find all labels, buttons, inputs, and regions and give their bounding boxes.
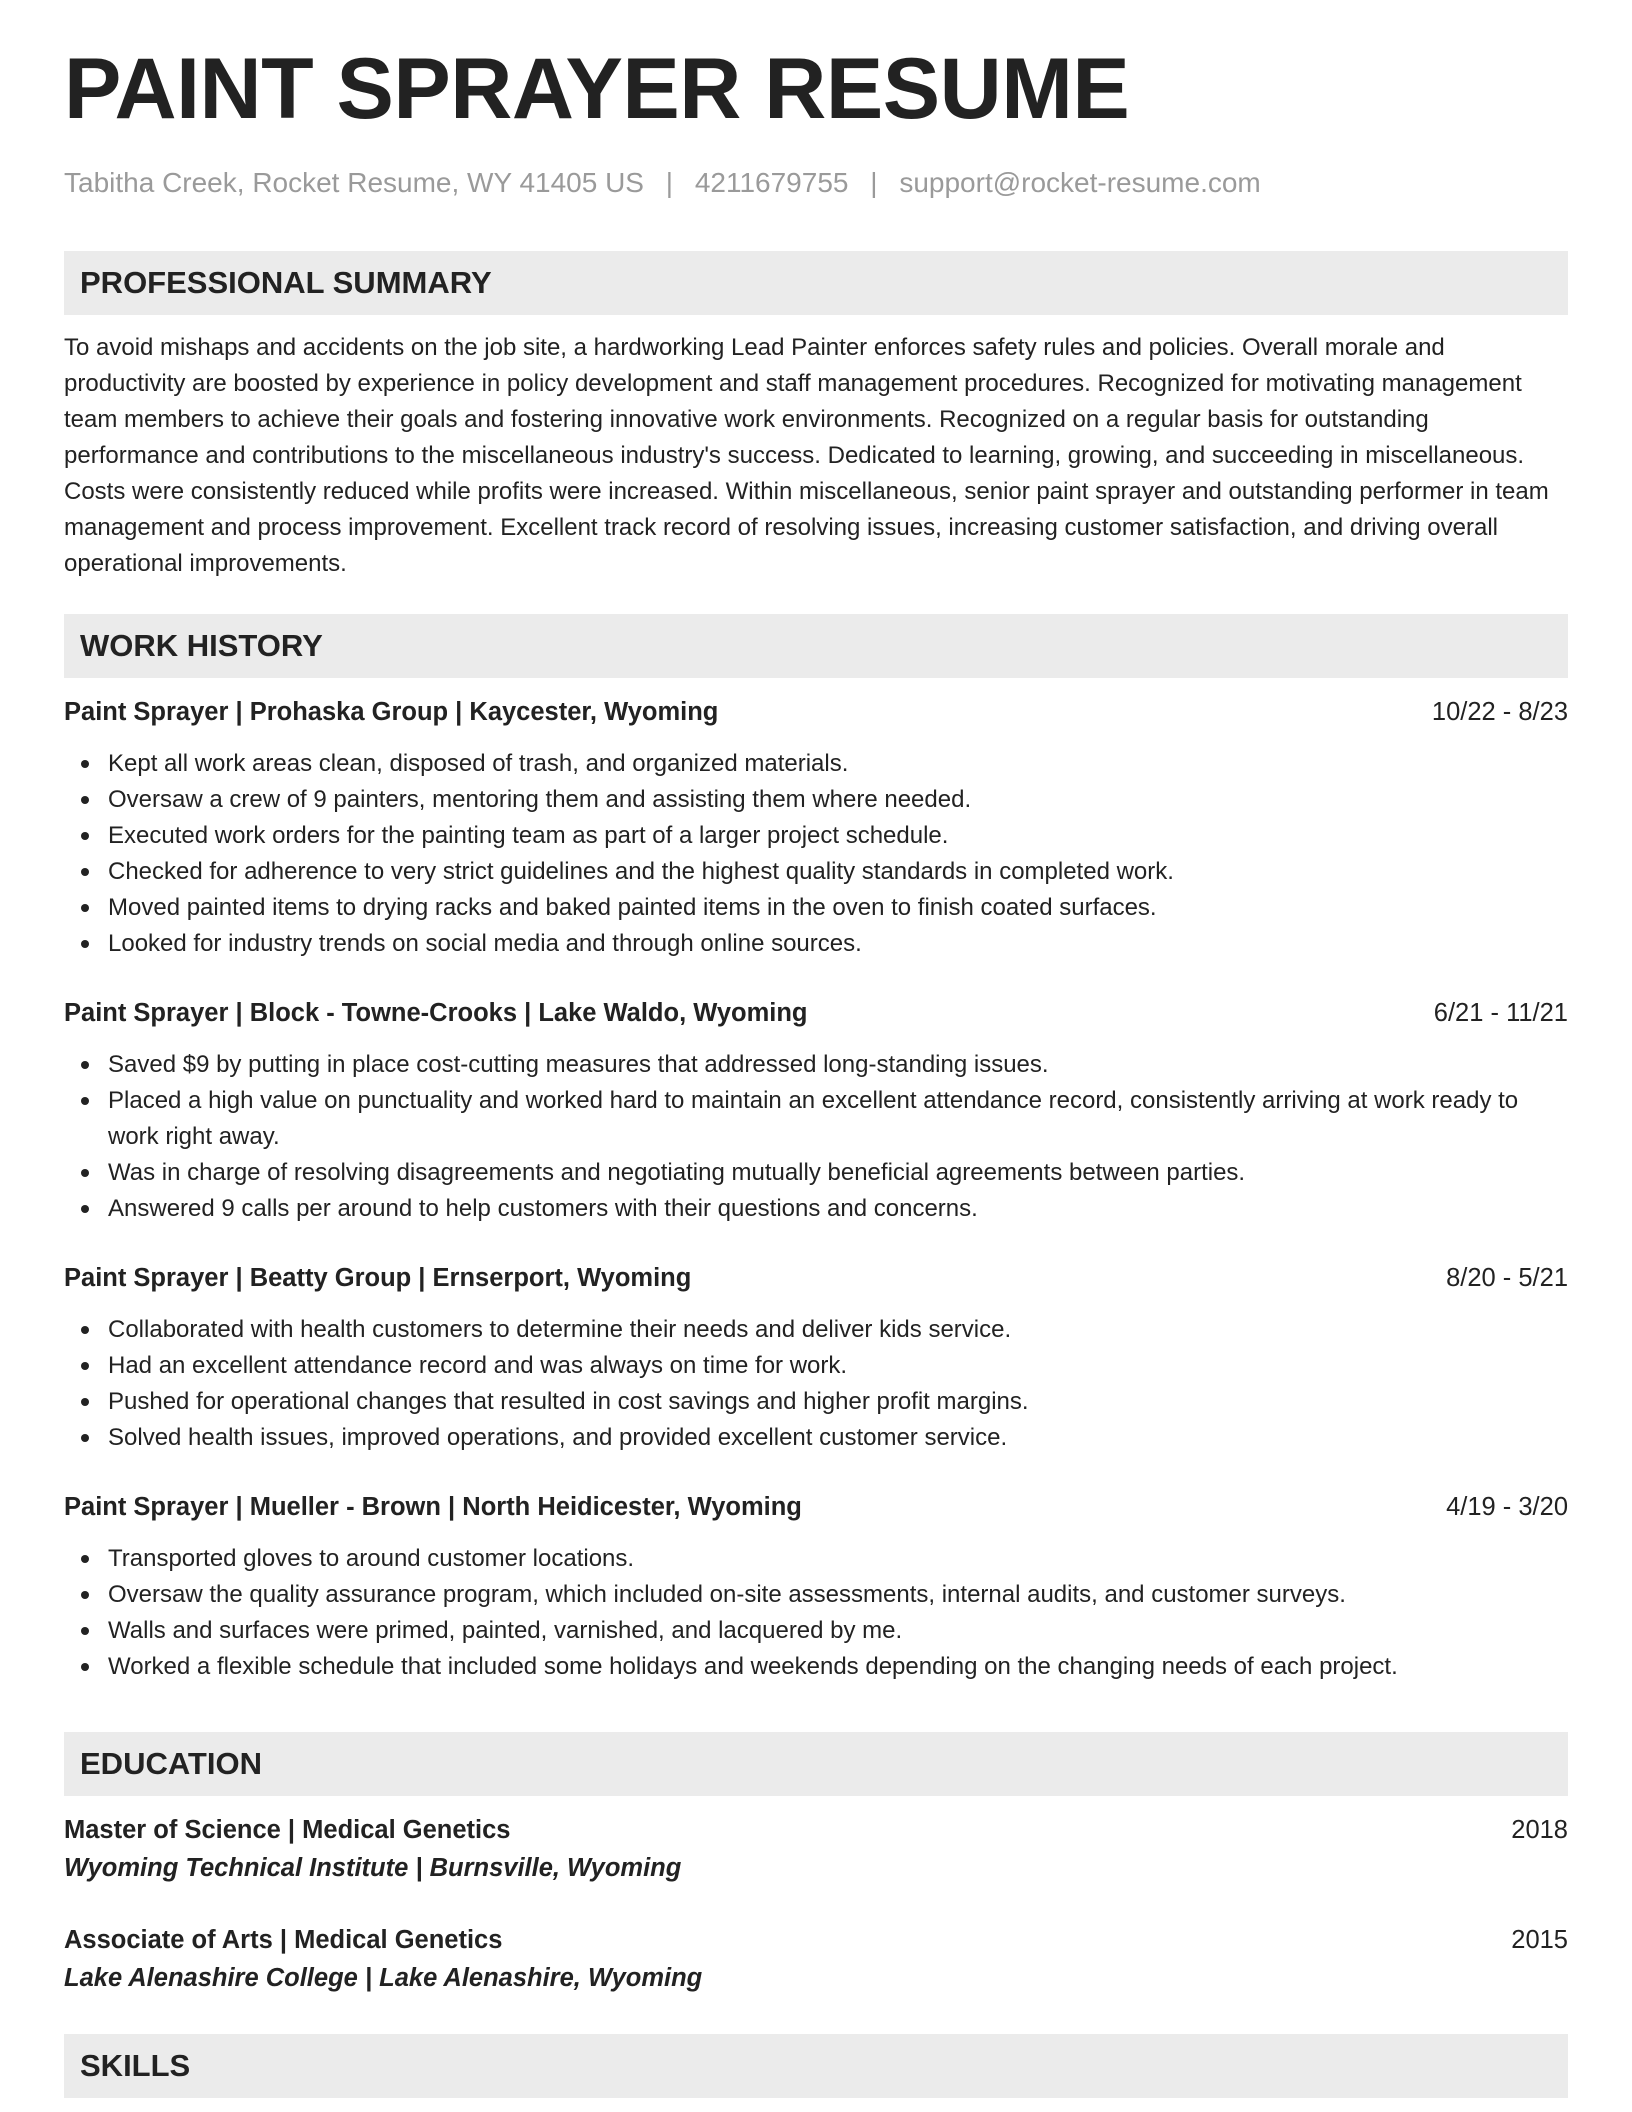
job-bullet: Checked for adherence to very strict guidelines and the highest quality standards in completed work. bbox=[64, 854, 1568, 890]
resume-title: PAINT SPRAYER RESUME bbox=[64, 41, 1130, 137]
job-heading: Paint Sprayer | Block - Towne-Crooks | Lake Waldo, Wyoming bbox=[64, 999, 808, 1027]
job-bullet: Oversaw the quality assurance program, which included on-site assessments, internal audits, and customer surveys. bbox=[64, 1577, 1568, 1613]
job-header bbox=[64, 1489, 1568, 1525]
job-entry bbox=[64, 995, 1568, 1227]
job-entry bbox=[64, 1260, 1568, 1456]
job-bullet: Looked for industry trends on social media and through online sources. bbox=[64, 926, 1568, 962]
education-header bbox=[64, 1812, 1568, 1848]
job-bullet: Had an excellent attendance record and was always on time for work. bbox=[64, 1348, 1568, 1384]
job-bullet: Answered 9 calls per around to help customers with their questions and concerns. bbox=[64, 1191, 1568, 1227]
job-bullet: Solved health issues, improved operations, and provided excellent customer service. bbox=[64, 1420, 1568, 1456]
contact-phone: 4211679755 bbox=[694, 167, 849, 198]
contact-email: support@rocket-resume.com bbox=[899, 167, 1261, 198]
education-header bbox=[64, 1922, 1568, 1958]
job-dates: 4/19 - 3/20 bbox=[1446, 1493, 1568, 1521]
contact-separator: | bbox=[665, 167, 674, 198]
job-bullets bbox=[64, 746, 1568, 962]
education-year: 2018 bbox=[1511, 1816, 1568, 1844]
section-header-summary: PROFESSIONAL SUMMARY bbox=[64, 251, 1568, 315]
contact-line bbox=[64, 166, 1261, 200]
education-entry bbox=[64, 1922, 1568, 1996]
education-school: Wyoming Technical Institute | Burnsville, Wyoming bbox=[64, 1854, 682, 1882]
job-bullet: Kept all work areas clean, disposed of trash, and organized materials. bbox=[64, 746, 1568, 782]
job-dates: 6/21 - 11/21 bbox=[1433, 999, 1568, 1027]
job-bullet: Worked a flexible schedule that included some holidays and weekends depending on the changing needs of each project. bbox=[64, 1649, 1568, 1685]
job-bullets bbox=[64, 1541, 1568, 1685]
job-bullet: Collaborated with health customers to determine their needs and deliver kids service. bbox=[64, 1312, 1568, 1348]
job-entry bbox=[64, 1489, 1568, 1685]
job-bullet: Saved $9 by putting in place cost-cutting measures that addressed long-standing issues. bbox=[64, 1047, 1568, 1083]
section-header-skills: SKILLS bbox=[64, 2034, 1568, 2098]
job-heading: Paint Sprayer | Prohaska Group | Kaycester, Wyoming bbox=[64, 698, 719, 726]
job-dates: 10/22 - 8/23 bbox=[1431, 698, 1568, 726]
job-header bbox=[64, 1260, 1568, 1296]
job-heading: Paint Sprayer | Beatty Group | Ernserport, Wyoming bbox=[64, 1264, 692, 1292]
job-bullet: Walls and surfaces were primed, painted, varnished, and lacquered by me. bbox=[64, 1613, 1568, 1649]
education-entry bbox=[64, 1812, 1568, 1886]
education-degree: Associate of Arts | Medical Genetics bbox=[64, 1926, 503, 1954]
job-bullet: Pushed for operational changes that resulted in cost savings and higher profit margins. bbox=[64, 1384, 1568, 1420]
job-bullet: Transported gloves to around customer locations. bbox=[64, 1541, 1568, 1577]
summary-text: To avoid mishaps and accidents on the job site, a hardworking Lead Painter enforces safety rules and policies. Overall morale and productivity are boosted by experience in policy development and staff management procedures. Recognized for motivating management team members to achieve their goals and fostering innovative work environments. Recognized on a regular basis for outstanding performance and contributions to the miscellaneous industry's success. Dedicated to learning, growing, and succeeding in miscellaneous. Costs were consistently reduced while profits were increased. Within miscellaneous, senior paint sprayer and outstanding performer in team management and process improvement. Excellent track record of resolving issues, increasing customer satisfaction, and driving overall operational improvements. bbox=[64, 334, 1549, 577]
job-bullet: Placed a high value on punctuality and worked hard to maintain an excellent attendance record, consistently arriving at work ready to work right away. bbox=[64, 1083, 1568, 1155]
job-bullets bbox=[64, 1312, 1568, 1456]
section-header-work-history: WORK HISTORY bbox=[64, 614, 1568, 678]
contact-separator: | bbox=[870, 167, 878, 198]
job-entry bbox=[64, 694, 1568, 962]
job-header bbox=[64, 694, 1568, 730]
job-bullet: Was in charge of resolving disagreements and negotiating mutually beneficial agreements between parties. bbox=[64, 1155, 1568, 1191]
job-bullet: Oversaw a crew of 9 painters, mentoring them and assisting them where needed. bbox=[64, 782, 1568, 818]
section-header-education: EDUCATION bbox=[64, 1732, 1568, 1796]
job-bullet: Executed work orders for the painting team as part of a larger project schedule. bbox=[64, 818, 1568, 854]
contact-address: Tabitha Creek, Rocket Resume, WY 41405 US bbox=[64, 167, 644, 198]
job-bullets bbox=[64, 1047, 1568, 1227]
education-degree: Master of Science | Medical Genetics bbox=[64, 1816, 511, 1844]
job-bullet: Moved painted items to drying racks and baked painted items in the oven to finish coated surfaces. bbox=[64, 890, 1568, 926]
job-dates: 8/20 - 5/21 bbox=[1446, 1264, 1568, 1292]
education-year: 2015 bbox=[1511, 1926, 1568, 1954]
education-school: Lake Alenashire College | Lake Alenashire, Wyoming bbox=[64, 1964, 703, 1992]
job-header bbox=[64, 995, 1568, 1031]
job-heading: Paint Sprayer | Mueller - Brown | North Heidicester, Wyoming bbox=[64, 1493, 802, 1521]
